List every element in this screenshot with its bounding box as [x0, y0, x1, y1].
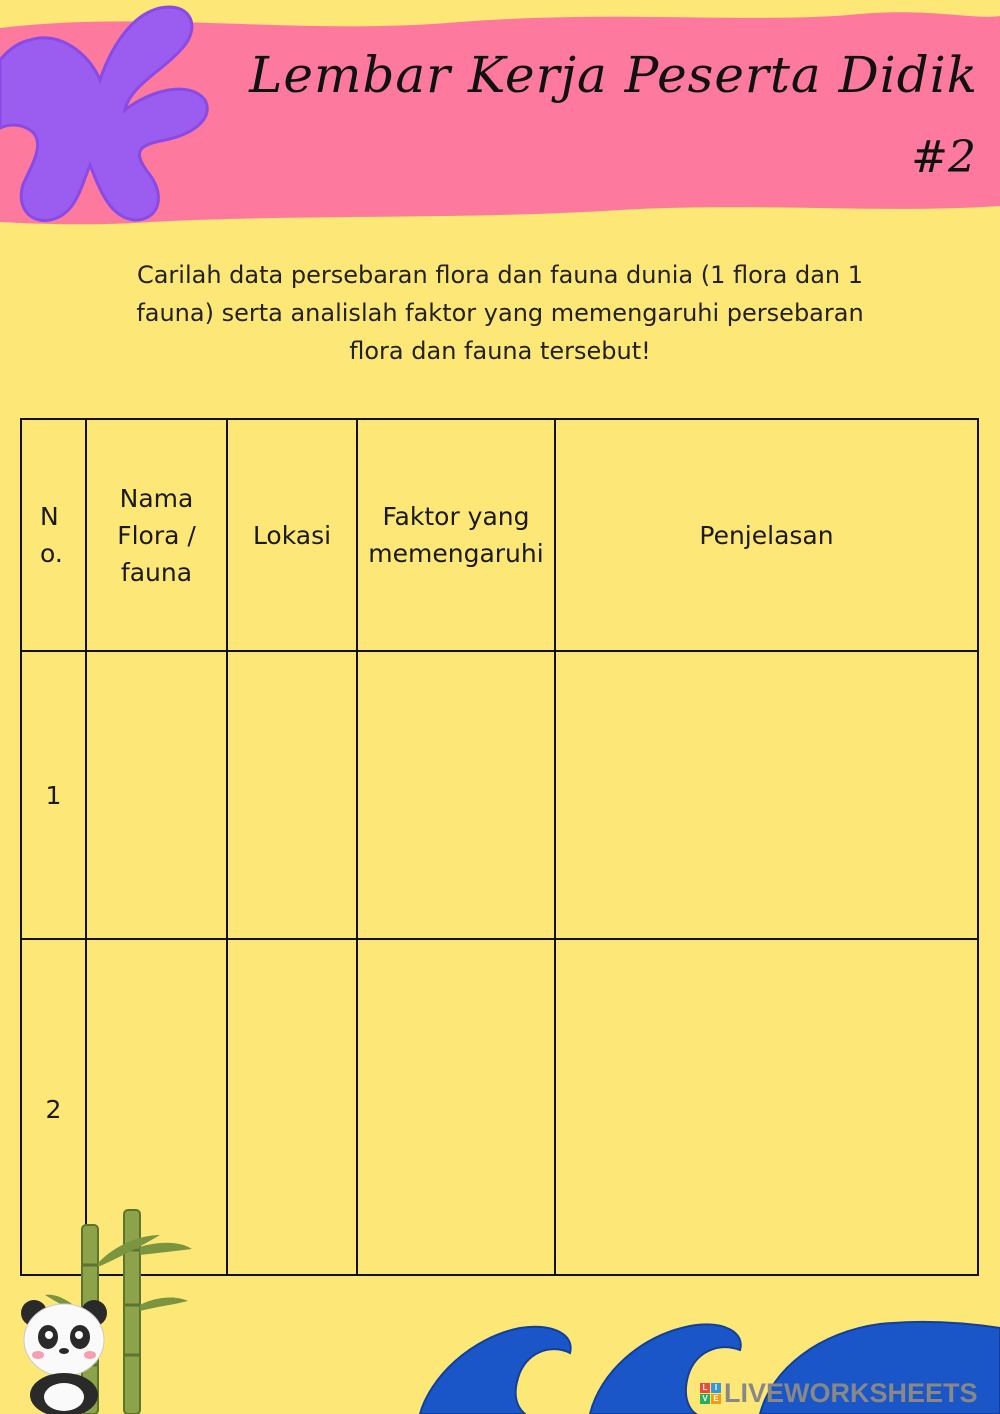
header-no: No. — [21, 419, 86, 651]
header-explanation: Penjelasan — [555, 419, 978, 651]
header-band — [0, 0, 1000, 240]
brand-name: LIVEWORKSHEETS — [724, 1378, 978, 1408]
header-location: Lokasi — [227, 419, 357, 651]
name-input-cell[interactable] — [86, 651, 227, 939]
row-number: 1 — [21, 651, 86, 939]
location-input-cell[interactable] — [227, 651, 357, 939]
worksheet-table — [20, 418, 979, 1276]
table-row — [21, 651, 978, 939]
panda-icon — [16, 1295, 116, 1414]
header-name: Nama Flora / fauna — [86, 419, 227, 651]
explanation-input-cell[interactable] — [555, 651, 978, 939]
factor-input-cell[interactable] — [357, 651, 555, 939]
location-input-cell[interactable] — [227, 939, 357, 1275]
explanation-input-cell[interactable] — [555, 939, 978, 1275]
header-factor: Faktor yang memengaruhi — [357, 419, 555, 651]
row-number: 2 — [21, 939, 86, 1275]
table-header-row — [21, 419, 978, 651]
factor-input-cell[interactable] — [357, 939, 555, 1275]
brand-logo-icon: L I V E — [700, 1383, 721, 1404]
worksheet-number: #2 — [911, 132, 976, 183]
brand-watermark — [700, 1378, 978, 1409]
worksheet-title: Lembar Kerja Peserta Didik — [249, 46, 978, 104]
instructions-text: Carilah data persebaran flora dan fauna dunia (1 flora dan 1 fauna) serta analislah faktor yang memengaruhi persebaran flora dan fauna tersebut! — [136, 261, 864, 365]
